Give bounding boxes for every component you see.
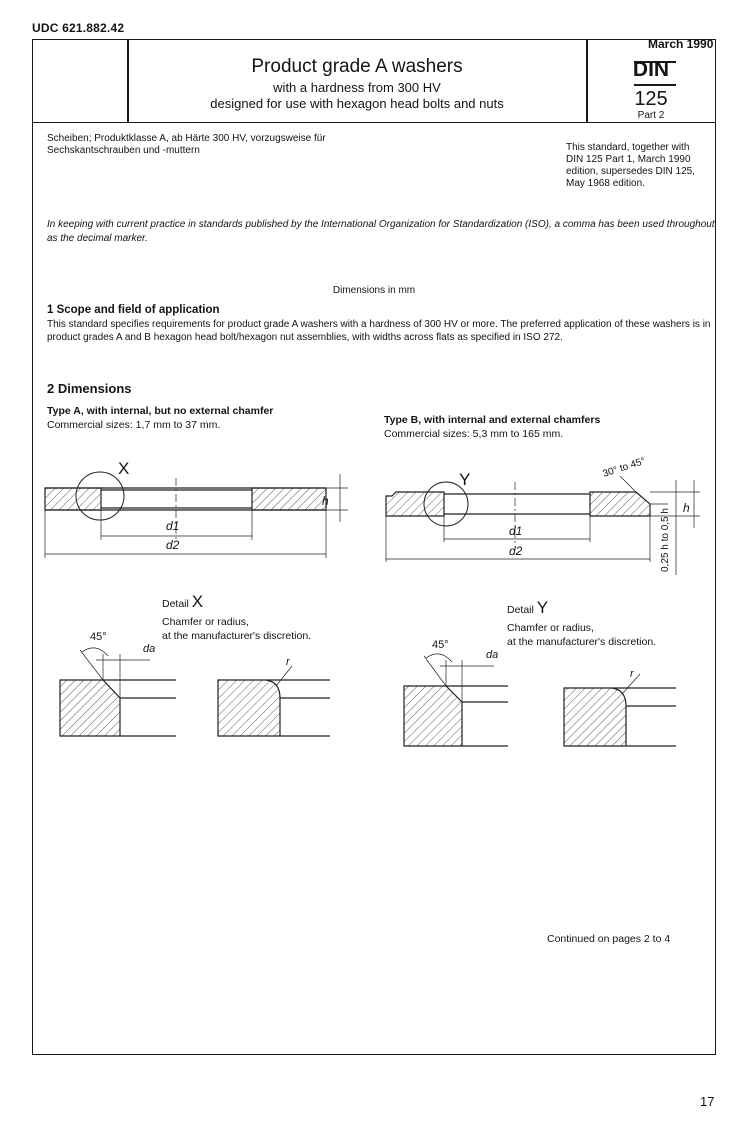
type-b-sizes: Commercial sizes: 5,3 mm to 165 mm.: [384, 428, 564, 440]
continued-note: Continued on pages 2 to 4: [547, 933, 671, 945]
document-subtitle-1: with a hardness from 300 HV: [273, 80, 441, 95]
page-number: 17: [700, 1094, 715, 1109]
detail-x-label: Detail: [162, 598, 189, 610]
detail-y-label: Detail: [507, 604, 534, 616]
detail-x-radius-drawing: [218, 666, 330, 736]
detail-x-letter: X: [191, 592, 204, 611]
detail-y-chamfer-drawing: [404, 654, 508, 746]
label-chamfer-height: 0,25 h to 0,5 h: [660, 508, 671, 572]
label-d1-b: d1: [509, 524, 523, 538]
label-h-b: h: [683, 501, 690, 515]
detail-y-letter: Y: [536, 598, 549, 617]
label-angle-x: 45°: [90, 631, 107, 643]
udc-code: UDC 621.882.42: [32, 21, 125, 35]
label-da-x: da: [143, 643, 156, 655]
din-part: Part 2: [637, 110, 665, 121]
dimensions-note: Dimensions in mm: [332, 285, 416, 296]
document-title: Product grade A washers: [251, 56, 463, 77]
detail-x-chamfer-drawing: [60, 648, 176, 736]
publication-date: March 1990: [648, 37, 714, 51]
section-1-heading: 1 Scope and field of application: [47, 304, 220, 316]
label-angle-b: 30° to 45°: [601, 455, 647, 480]
label-x: X: [118, 459, 130, 478]
din-logo: DIN: [632, 58, 670, 81]
detail-x-note-2: at the manufacturer's discretion.: [162, 630, 312, 642]
detail-y-radius-drawing: [564, 674, 676, 746]
iso-decimal-note: In keeping with current practice in standards published by the International Organization for Standardization (ISO), a comma has been used throughout as the decimal marker.: [47, 219, 715, 244]
detail-y-caption: [507, 598, 548, 618]
document-subtitle-2: designed for use with hexagon head bolts and nuts: [210, 96, 504, 111]
german-title: Scheiben; Produktklasse A, ab Härte 300 HV, vorzugsweise für Sechskantschrauben und -muttern: [47, 133, 326, 156]
label-h-a: h: [322, 494, 329, 508]
label-r-y: r: [630, 668, 634, 680]
washer-type-b-drawing: [386, 476, 700, 575]
type-a-title: Type A, with internal, but no external chamfer: [47, 405, 274, 417]
detail-x-caption: [162, 592, 203, 612]
label-r-x: r: [286, 656, 290, 668]
label-angle-y: 45°: [432, 639, 449, 651]
detail-x-note-1: Chamfer or radius,: [162, 616, 249, 628]
section-1-text: This standard specifies requirements for product grade A washers with a hardness of 300 HV or more. The preferred application of these washers is in product grades A and B hexagon head bolt/hexagon nut assemblies, with widths across flats as specified in ISO 272.: [47, 319, 711, 343]
washer-type-a-drawing: [45, 472, 348, 558]
section-2-heading: 2 Dimensions: [47, 381, 132, 396]
supersedes-note: This standard, together with DIN 125 Part 1, March 1990 edition, supersedes DIN 125, May 1968 edition.: [566, 142, 695, 189]
detail-y-note-2: at the manufacturer's discretion.: [507, 636, 657, 648]
label-d1-a: d1: [166, 519, 180, 533]
din-number: 125: [634, 88, 668, 110]
label-y: Y: [459, 470, 471, 489]
type-b-title: Type B, with internal and external chamfers: [384, 414, 601, 426]
detail-y-note-1: Chamfer or radius,: [507, 622, 594, 634]
label-d2-b: d2: [509, 544, 523, 558]
label-d2-a: d2: [166, 538, 180, 552]
type-a-sizes: Commercial sizes: 1,7 mm to 37 mm.: [47, 419, 221, 431]
label-da-y: da: [486, 649, 499, 661]
